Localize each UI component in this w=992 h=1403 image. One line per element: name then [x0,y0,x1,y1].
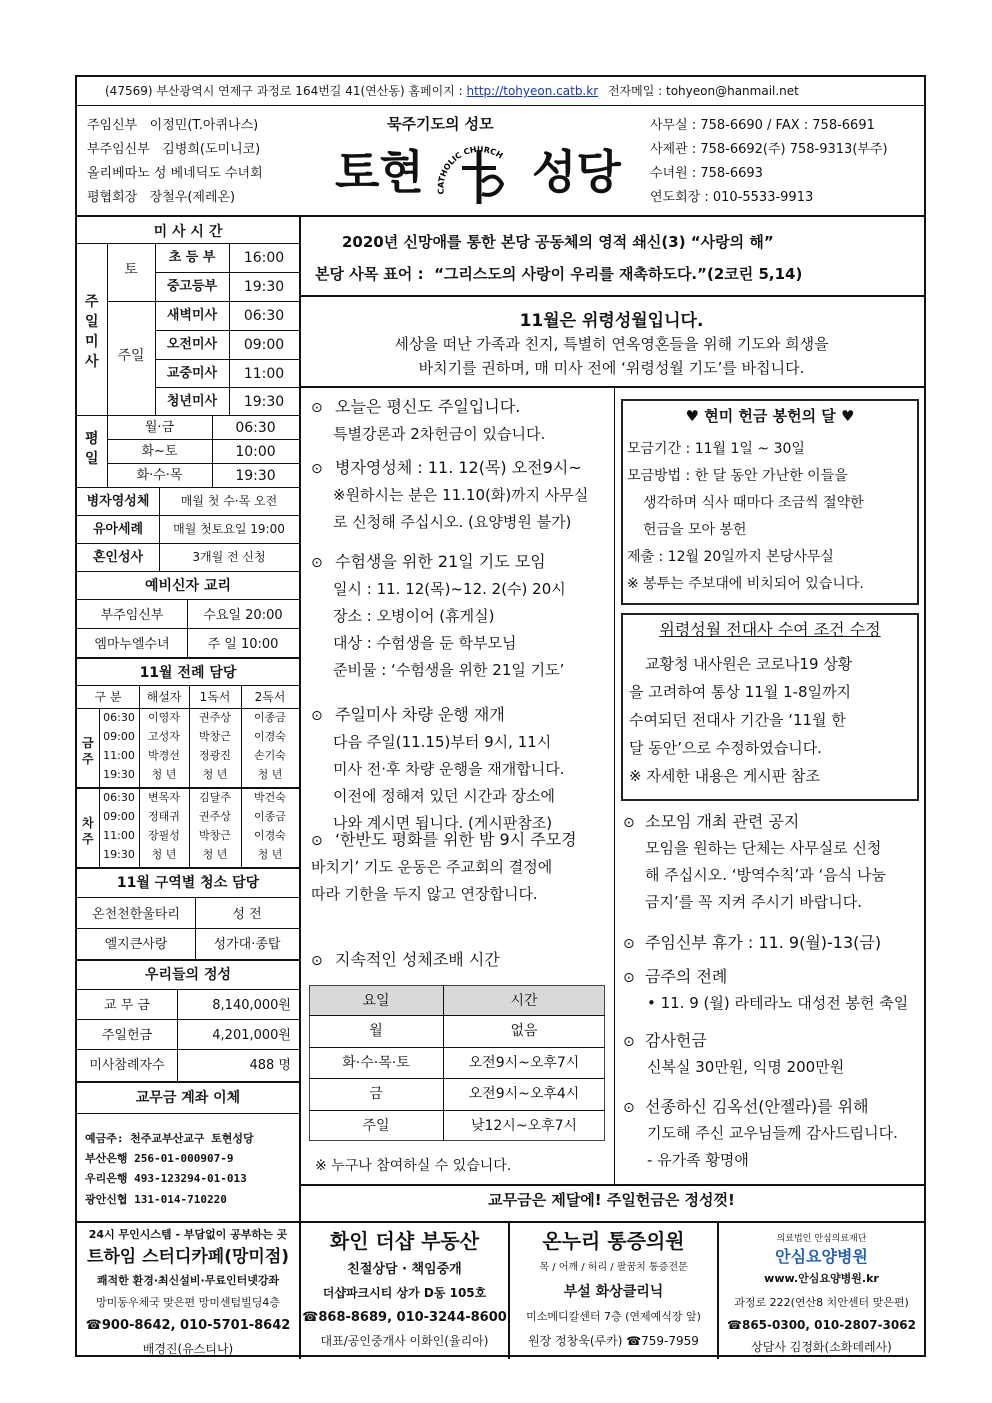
liturgy-cell: 청 년 [202,768,228,781]
indulgence-line: 수여되던 전대사 기간을 ‘11월 한 [629,711,846,729]
notice-line: 미사 전·후 차량 운행을 재개합니다. [333,760,565,778]
contact-2: 사제관 : 758-6692(주) 758-9313(부주) [650,142,888,157]
notice-title: 소모임 개최 관련 공지 [645,812,800,831]
liturgy-cell: 청 년 [151,848,177,861]
adoration-header: 요일 [362,993,390,1009]
adoration-cell: 금 [369,1086,383,1102]
mass-name: 오전미사 [166,337,218,352]
notice-title: ‘한반도 평화를 위한 밤 9시 주모경 [335,830,577,849]
liturgy-cell: 정태귀 [148,810,180,823]
liturgy-cell: 변목자 [148,791,180,804]
ad-line: 목 / 어깨 / 허리 / 팔꿈치 통증전문 [539,1262,688,1273]
ad-line: 친절상담 · 책임중개 [347,1262,462,1277]
liturgy-cell: 이경숙 [254,829,286,842]
liturgy-cell: 고성자 [148,730,180,743]
staff-2: 부주임신부 김병희(도미니코) [87,142,261,157]
rice-line: 생각하며 식사 때마다 조금씩 절약한 [643,495,864,511]
liturgy-cell: 06:30 [103,711,135,724]
rice-line: 모금방법 : 한 달 동안 가난한 이들을 [627,468,848,484]
notice-line: 대상 : 수험생을 둔 학부모님 [333,634,517,652]
ad-line: ☎868-8689, 010-3244-8600 [302,1310,507,1325]
notice-line: 기도해 주신 교우님들께 감사드립니다. [647,1124,898,1142]
bullet-icon: ⊙ [311,833,323,849]
bullet-icon: ⊙ [311,708,323,724]
notice-title: 주임신부 휴가 : 11. 9(월)-13(금) [645,933,882,952]
bullet-icon: ⊙ [311,953,323,969]
contact-4: 연도회장 : 010-5533-9913 [650,190,814,205]
church-name-right: 성당 [532,145,621,199]
mass-time: 19:30 [243,394,285,410]
offering-name: 주일헌금 [101,1028,153,1043]
liturgy-cell: 청 년 [151,768,177,781]
adoration-cell: 주일 [362,1117,390,1134]
notice-title: 오늘은 평신도 주일입니다. [335,397,521,416]
liturgy-cell: 11:00 [103,749,135,762]
notice-line: 따라 기한을 두지 않고 연장합니다. [311,885,538,903]
notice-line: 일시 : 11. 12(목)~12. 2(수) 20시 [333,580,566,598]
weekday-name: 월·금 [144,420,175,435]
liturgy-cell: 권주상 [199,810,231,823]
rice-line: ※ 봉투는 주보대에 비치되어 있습니다. [627,576,864,592]
ad-line: 대표/공인중개사 이화인(율리아) [320,1334,489,1348]
offering-value: 4,201,000원 [212,1028,291,1043]
liturgy-cell: 장필성 [148,829,180,842]
notice-line: • 11. 9 (월) 라테라노 대성전 봉헌 축일 [647,994,909,1012]
liturgy-cell: 박창근 [199,829,231,842]
notice-title: 선종하신 김옥선(안젤라)를 위해 [645,1097,869,1116]
rice-line: 제출 : 12월 20일까지 본당사무실 [627,549,834,565]
liturgy-cell: 청 년 [257,768,283,781]
indulgence-line: 을 고려하여 통상 11월 1-8일까지 [629,683,852,701]
ad-line: ☎865-0300, 010-2807-3062 [727,1318,916,1332]
bullet-icon: ⊙ [623,970,635,986]
mass-time: 16:00 [243,250,285,266]
liturgy-cell: 박건숙 [254,791,286,804]
church-name-left: 토현 [335,145,424,199]
notice-title: 감사헌금 [645,1031,707,1050]
notice-title: 주일미사 차량 운행 재개 [335,705,505,724]
liturgy-cell: 이종금 [254,711,286,724]
notice-line: 나와 계시면 됩니다. (게시판참조) [333,814,553,832]
bullet-icon: ⊙ [623,815,635,831]
ad-line: 온누리 통증의원 [542,1229,685,1253]
extra-value: 매월 첫 수·목 오전 [180,494,278,508]
notice-title: 병자영성체 : 11. 12(목) 오전9시~ [335,458,582,477]
ad-line: 상담사 김정화(소화데레사) [751,1340,892,1354]
notice-title: 금주의 전례 [645,967,728,986]
liturgy-cell: 19:30 [103,768,135,781]
adoration-cell: 오전9시~오후4시 [468,1086,580,1102]
notice-line: 모임을 원하는 단체는 사무실로 신청 [645,839,882,857]
notice-title: 수험생을 위한 21일 기도 모임 [335,552,546,571]
notice-line: ※원하시는 분은 11.10(화)까지 사무실 [333,486,589,504]
weekday-time: 06:30 [235,420,276,436]
liturgy-cell: 청 년 [202,848,228,861]
ad-line: 쾌적한 환경·최신설비·무료인터넷강좌 [96,1274,280,1287]
footer-slogan: 교무금은 제달에! 주일헌금은 정성껏! [488,1191,735,1209]
staff-3: 올리베따노 성 베네딕도 수녀회 [87,166,263,181]
bullet-icon: ⊙ [623,1034,635,1050]
ad-line: 24시 무인시스템 - 부담없이 공부하는 곳 [88,1228,288,1241]
bullet-icon: ⊙ [311,461,323,477]
indulgence-line: ※ 자세한 내용은 게시판 참조 [629,767,821,785]
offering-name: 미사참례자수 [89,1058,165,1073]
mass-name: 초 등 부 [168,250,216,265]
staff-1: 주임신부 이정민(T.아퀴나스) [87,118,259,133]
liturgy-cell: 손기숙 [254,749,286,762]
ad-line: 미소메디칼센터 7층 (연제예식장 앞) [526,1310,701,1323]
mass-time: 09:00 [243,337,285,353]
liturgy-cell: 09:00 [103,810,135,823]
indulgence-line: 교황청 내사원은 코로나19 상황 [645,655,853,673]
ad-line: 망미동우체국 맞은편 망미센텀빌딩4층 [95,1296,280,1309]
bulletin-page: (47569) 부산광역시 연제구 과정로 164번길 41(연산동) 홈페이지 : http://tohyeon.catb.kr 전자메일 : tohyeon@hanmail.net 주임신부 이정민(T.아퀴나스) 부주임신부 김병희(도미니코) 올리베따노 성 베네딕도 수녀회 평협회장 장철우(제레온) 묵주기도의 성모 토현 CATHOLIC CHURCH 성당 사무실 : 758-6690 / FAX : 758-6691 사제관 : 758-6692(주) 758-9313(부주) 수녀원 : 758-6693 연도회장 : 010-5533-9913 미 사 시 간 주일미사 토 주일 초 등 부 16:00 중고등부 19:30 새벽미사 06:30 오전미사 09:00 교중미사 11:00 청년미사 19:30 평일 월·금 06:30 화~토 10:00 화·수·목 19:30 병자영성체 매월 첫 수·목 오전 유아세례 매월 첫토요일 19:00 혼인성사 3개월 전 신청 예비신자 교리 부주임신부 수요일 20:00 엠마누엘수녀 주 일 10:00 11월 전례 담당 구 분 해설자 1독서 2독서 금주 06:30 이영자 권주상 이종금 09:00 고성자 박창근 이경숙 11:00 박경선 정광진 손기숙 19:30 청 년 청 년 청 년 차주 06:30 변목자 김달주 박건숙 09:00 정태귀 권주상 이종금 11:00 장필성 박창근 이경숙 19:30 청 년 청 년 청 년 11월 구역별 청소 담당 온천천한울타리 성 전 엘지큰사랑 성가대·종탑 우리들의 정성 교 무 금 8,140,000원 주일헌금 4,201,000원 미사참례자수 488 명 교무금 계좌 이체 예금주: 천주교부산교구 토현성당 부산은행 256-01-000907-9 우리은행 493-123294-01-013 광안신협 131-014-710220 2020년 신망애를 통한 본당 공동체의 영적 쇄신(3) “사랑의 해” 본당 사목 표어 : “그리스도의 사랑이 우리를 재촉하도다.”(2코린 5,14) 11월은 위령성월입니다. 세상을 떠난 가족과 친지, 특별히 연옥영혼들을 위해 기도와 희생을 바치기를 권하며, 매 미사 전에 ‘위령성월 기도’를 바칩니다. ⊙ 오늘은 평신도 주일입니다. 특별강론과 2차헌금이 있습니다. ⊙ 병자영성체 : 11. 12(목) 오전9시~ ※원하시는 분은 11.10(화)까지 사무실 로 신청해 주십시오. (요양병원 불가) ⊙ 수험생을 위한 21일 기도 모임 일시 : 11. 12(목)~12. 2(수) 20시 장소 : 오병이어 (휴게실) 대상 : 수험생을 둔 학부모님 준비물 : ‘수험생을 위한 21일 기도’ ⊙ 주일미사 차량 운행 재개 다음 주일(11.15)부터 9시, 11시 미사 전·후 차량 운행을 재개합니다. 이전에 정해져 있던 시간과 장소에 나와 계시면 됩니다. (게시판참조) ⊙ ‘한반도 평화를 위한 밤 9시 주모경 바치기’ 기도 운동은 주교회의 결정에 따라 기한을 두지 않고 연장합니다. ⊙ 지속적인 성체조배 시간 요일 시간 월 없음 화·수·목·토 오전9시~오후7시 금 오전9시~오후4시 주일 낮12시~오후7시 ※ 누구나 참여하실 수 있습니다. ♥ 현미 헌금 봉헌의 달 ♥ 모금기간 : 11월 1일 ~ 30일 모금방법 : 한 달 동안 가난한 이들을 생각하며 식사 때마다 조금씩 절약한 헌금을 모아 봉헌 제출 : 12월 20일까지 본당사무실 ※ 봉투는 주보대에 비치되어 있습니다. 위령성월 전대사 수여 조건 수정 교황청 내사원은 코로나19 상황 을 고려하여 통상 11월 1-8일까지 수여되던 전대사 기간을 ‘11월 한 달 동안’으로 수정하였습니다. ※ 자세한 내용은 게시판 참조 ⊙ 소모임 개최 관련 공지 모임을 원하는 단체는 사무실로 신청 해 주십시오. ‘방역수칙’과 ‘음식 나눔 금지’를 꼭 지켜 주시기 바랍니다. ⊙ 주임신부 휴가 : 11. 9(월)-13(금) ⊙ 금주의 전례 • 11. 9 (월) 라테라노 대성전 봉헌 축일 ⊙ 감사헌금 신복실 30만원, 익명 200만원 ⊙ 선종하신 김옥선(안젤라)를 위해 기도해 주신 교우님들께 감사드립니다. - 유가족 황명애 교무금은 제달에! 주일헌금은 정성껏! 24시 무인시스템 - 부담없이 공부하는 곳 트하임 스터디카페(망미점) 쾌적한 환경·최신설비·무료인터넷강좌 망미동우체국 맞은편 망미센텀빌딩4층 ☎900-8642, 010-5701-8642 배경진(유스티나) 화인 더샵 부동산 친절상담 · 책임중개 더샵파크시티 상가 D동 105호 ☎868-8689, 010-3244-8600 대표/공인중개사 이화인(율리아) 온누리 통증의원 목 / 어깨 / 허리 / 팔꿈치 통증전문 부설 화상클리닉 미소메디칼센터 7층 (연제예식장 앞) 원장 정창욱(루카) ☎759-7959 의료법인 안심의료재단 안심요양병원 www.안심요양병원.kr 과정로 222(연산8 치안센터 맞은편) ☎865-0300, 010-2807-3062 상담사 김정화(소화데레사) [75,75,926,1357]
contact-1: 사무실 : 758-6690 / FAX : 758-6691 [650,118,875,133]
adoration-cell: 낮12시~오후7시 [470,1117,578,1134]
weekday-name: 화~토 [141,444,178,459]
bullet-icon: ⊙ [311,555,323,571]
ad-line: 배경진(유스티나) [142,1342,234,1356]
sunday-mass-label: 주일미사 [85,294,99,370]
notice-line: 금지’를 꼭 지켜 주시기 바랍니다. [645,893,862,911]
mass-time: 11:00 [243,366,285,382]
extra-name: 병자영성체 [86,494,150,509]
notice-line: - 유가족 황명애 [647,1151,749,1169]
liturgy-cell: 이영자 [148,711,180,724]
mass-name: 청년미사 [166,394,218,409]
church-seal-icon [432,132,527,212]
ad-line: 의료법인 안심의료재단 [776,1234,867,1244]
liturgy-cell: 박경선 [148,749,180,762]
liturgy-cell: 청 년 [257,848,283,861]
ad-line: 트하임 스터디카페(망미점) [86,1247,290,1267]
svg-text:CATHOLIC CHURCH: CATHOLIC CHURCH [436,144,505,195]
staff-4: 평협회장 장철우(제레온) [87,190,236,205]
ad-line: 더샵파크시티 상가 D동 105호 [322,1286,487,1300]
extra-value: 매월 첫토요일 19:00 [173,522,285,536]
extra-name: 유아세례 [92,522,144,537]
liturgy-header: 해설자 [146,690,182,704]
liturgy-cell: 이종금 [254,810,286,823]
indulgence-line: 달 동안’으로 수정하였습니다. [629,739,822,757]
offering-value: 8,140,000원 [212,998,291,1013]
offering-name: 교 무 금 [104,998,150,1013]
bullet-icon: ⊙ [623,936,635,952]
ad-line: www.안심요양병원.kr [764,1272,879,1285]
adoration-cell: 화·수·목·토 [342,1054,410,1071]
liturgy-cell: 19:30 [103,848,135,861]
weekday-name: 화·수·목 [136,468,183,483]
liturgy-group-label: 차주 [82,816,94,846]
liturgy-cell: 박창근 [199,730,231,743]
notice-line: 바치기’ 기도 운동은 주교회의 결정에 [311,858,553,876]
liturgy-header: 1독서 [199,690,231,704]
ad-line: 과정로 222(연산8 치안센터 맞은편) [734,1296,909,1309]
rice-line: 헌금을 모아 봉헌 [643,522,747,538]
notice-line: 준비물 : ‘수험생을 위한 21일 기도’ [333,661,565,679]
liturgy-cell: 정광진 [199,749,231,762]
offering-value: 488 명 [249,1058,291,1073]
weekday-time: 19:30 [235,468,276,484]
mass-name: 중고등부 [166,279,218,294]
address-line: (47569) 부산광역시 연제구 과정로 164번길 41(연산동) 홈페이지 : http://tohyeon.catb.kr 전자메일 : tohyeon@hanmail.net [105,84,799,98]
liturgy-header: 2독서 [254,690,286,704]
adoration-header: 시간 [510,993,538,1009]
notice-line: 장소 : 오병이어 (휴게실) [333,607,495,625]
liturgy-cell: 권주상 [199,711,231,724]
adoration-cell: 오전9시~오후7시 [468,1054,580,1071]
extra-name: 혼인성사 [92,550,144,565]
rice-line: 모금기간 : 11월 1일 ~ 30일 [627,441,805,457]
homepage-link[interactable]: http://tohyeon.catb.kr [466,84,599,98]
mass-name: 새벽미사 [166,308,218,323]
bullet-icon: ⊙ [311,400,323,416]
notice-line: 다음 주일(11.15)부터 9시, 11시 [333,733,552,751]
notice-line: 해 주십시오. ‘방역수칙’과 ‘음식 나눔 [645,866,887,884]
mass-name: 교중미사 [166,366,218,381]
liturgy-group-label: 금주 [82,736,94,766]
liturgy-header: 구 분 [94,690,122,704]
mass-time: 06:30 [243,308,285,324]
ad-line: 화인 더샵 부동산 [329,1229,480,1253]
ad-line: 안심요양병원 [775,1247,868,1266]
notice-line: 로 신청해 주십시오. (요양병원 불가) [333,513,572,531]
notice-title: 지속적인 성체조배 시간 [335,950,500,969]
mass-time: 19:30 [243,279,285,295]
adoration-cell: 없음 [510,1023,538,1039]
extra-value: 3개월 전 신청 [192,550,266,564]
liturgy-cell: 11:00 [103,829,135,842]
notice-line: 이전에 정해져 있던 시간과 장소에 [333,787,555,805]
church-subtitle: 묵주기도의 성모 [387,115,494,133]
ad-line: 원장 정창욱(루카) ☎759-7959 [528,1334,699,1348]
notice-line: 신복실 30만원, 익명 200만원 [647,1058,845,1076]
bullet-icon: ⊙ [623,1100,635,1116]
weekday-time: 10:00 [235,444,276,460]
contact-3: 수녀원 : 758-6693 [650,166,763,181]
ad-line: ☎900-8642, 010-5701-8642 [85,1318,291,1333]
liturgy-cell: 09:00 [103,730,135,743]
liturgy-cell: 김달주 [199,791,231,804]
notice-line: 특별강론과 2차헌금이 있습니다. [333,425,546,443]
liturgy-cell: 이경숙 [254,730,286,743]
ad-line: 부설 화상클리닉 [563,1284,664,1300]
liturgy-cell: 06:30 [103,791,135,804]
adoration-cell: 월 [369,1023,383,1039]
